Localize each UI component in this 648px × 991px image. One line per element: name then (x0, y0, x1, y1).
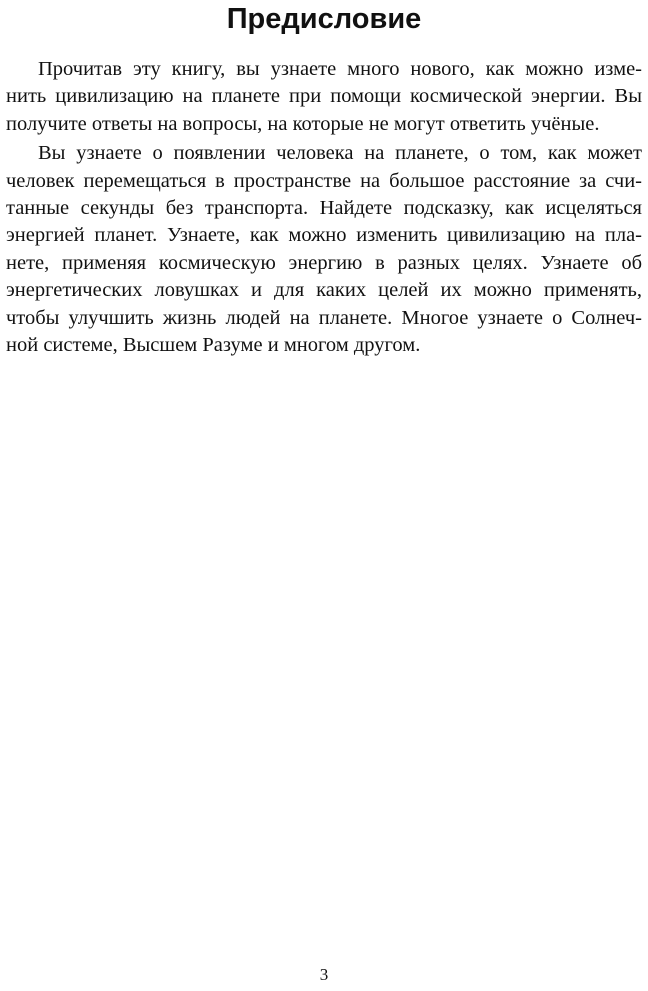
text-line: чтобы улучшить жизнь людей на планете. Многое узнаете о Солнеч- (6, 306, 642, 329)
paragraph-1 (6, 56, 642, 138)
paragraph-2 (6, 140, 642, 359)
text-line: энергией планет. Узнаете, как можно изменить цивилизацию на пла- (6, 224, 642, 247)
text-line: ной системе, Высшем Разуме и многом другом. (6, 334, 421, 357)
text-line: Вы узнаете о появлении человека на планете, о том, как может (38, 142, 642, 165)
text-line: человек перемещаться в пространстве на большое расстояние за счи- (6, 169, 642, 192)
text-line: Прочитав эту книгу, вы узнаете много нового, как можно изме- (38, 58, 642, 80)
text-line: нете, применяя космическую энергию в разных целях. Узнаете об (6, 251, 642, 274)
page-title: Предисловие (226, 3, 422, 35)
body-text (6, 56, 642, 359)
text-line: нить цивилизацию на планете при помощи космической энергии. Вы (6, 85, 642, 108)
text-line: танные секунды без транспорта. Найдете подсказку, как исцеляться (6, 197, 642, 220)
text-line: энергетических ловушках и для каких целей их можно применять, (6, 279, 642, 302)
text-line: получите ответы на вопросы, на которые не могут ответить учёные. (6, 112, 600, 135)
page-number: 3 (319, 965, 329, 984)
